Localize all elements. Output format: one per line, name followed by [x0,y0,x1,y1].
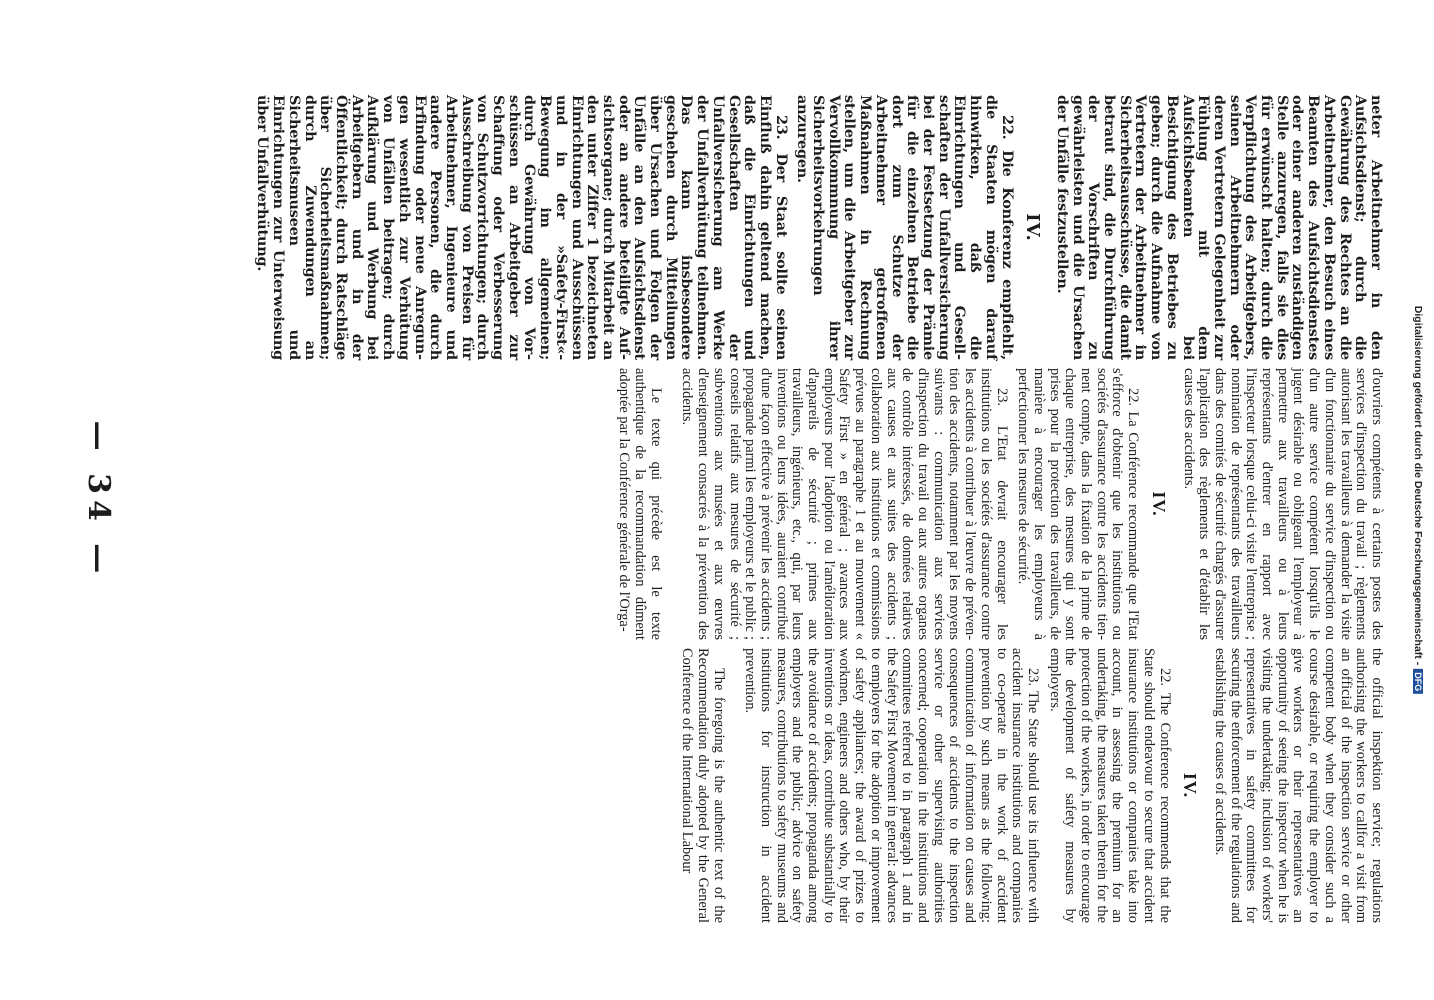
german-paragraph-23: 23. Der Staat sollte seinen Einfluß dahin geltend machen, daß die Einrichtungen und Gesellschaften der Unfallversicherung am Werke der Unfallverhütung teilnehmen. Das kann insbesondere geschehen durch Mitteilungen über Ursachen und Folgen der Unfälle an den Aufsichtsdienst oder an andere beteiligte Aufsichtsorgane; durch Mitarbeit an den unter Ziffer 1 bezeichneten Einrichtungen und Ausschüssen und in der »Safety-First«-Bewegung im allgemeinen; durch Gewährung von Vorschüssen an Arbeitgeber zur Schaffung oder Verbesserung von Schutzvorrichtungen; durch Ausschreibung von Preisen für Arbeitnehmer, Ingenieure und andere Personen, die durch Erfindung oder neue Anregungen wesentlich zur Verhütung von Unfällen beitragen; durch Aufklärung und Werbung bei Arbeitgebern und in der Öffentlichkeit; durch Ratschläge über Sicherheitsmaßnahmen; durch Zuwendungen an Sicherheitsmuseen und Einrichtungen zur Unterweisung über Unfallverhütung. [254,95,790,360]
french-intro-paragraph: d'ouvriers compétents à certains postes des services d'inspection du travail ; règlements autorisant les travailleurs à demander la visite d'un fonctionnaire du service d'inspection ou d'un autre service compétent lorsqu'ils le jugent désirable ou obligeant l'employeur à permettre aux travailleurs ou à leurs représentants d'entrer en rapport avec l'inspecteur lorsque celui-ci visite l'entreprise ; nomination de représentants des travailleurs dans des comités de sécurité chargés d'assurer l'application des règlements et d'établir les causes des accidents. [1180,368,1385,640]
german-paragraph-22: 22. Die Konferenz empfiehlt, die Staaten mögen darauf hinwirken, daß die Einrichtungen und Gesellschaften der Unfallversicherung bei der Festsetzung der Prämie für die einzelnen Betriebe die dort zum Schutze der Arbeitnehmer getroffenen Maßnahmen in Rechnung stellen, um die Arbeitgeber zur Vervollkommnung ihrer Sicherheitsvorkehrungen anzuregen. [794,95,1016,360]
english-intro-paragraph: the official inspektion service; regulations authorising the workers to callfor a visit from an official of the inspection service or other competent body when they consider such a course desirable, or requiring the employer to give workers or their representatives an opportunity of seeing the inspector when he is visiting the undertaking; inclusion of workers' representatives in safety committees for securing the enforcement of the regulations and establishing the causes of accidents. [1211,648,1385,923]
french-closing-paragraph: Le texte qui précède est le texte authentique de la recommandation dûment adoptée par la Conférence générale de l'Orga- [616,368,664,640]
german-intro-paragraph: neter Arbeitnehmer in den Aufsichtsdienst; durch die Gewährung des Rechtes an die Arbeitnehmer, den Besuch eines Beamten des Aufsichtsdienstes oder einer anderen zuständigen Stelle anzuregen, falls sie dies für erwünscht halten; durch die Verpflichtung des Arbeitgebers, seinen Arbeitnehmern oder deren Vertretern Gelegenheit zur Fühlung mit dem Aufsichtsbeamten bei Besichtigung des Betriebes zu geben; durch die Aufnahme von Vertretern der Arbeitnehmer in Sicherheitsausschüsse, die damit betraut sind, die Durchführung der Vorschriften zu gewährleisten und die Ursachen der Unfälle festzustellen. [1053,95,1385,360]
english-paragraph-23: 23. The State should use its influence with accident insurance institutions and companies to co-operate in the work of accident prevention by such means as the following: communication of information on causes and consequences of accidents to the inspection service or other supervising authorities concerned; cooperation in the institutions and committees referred to in paragraph 1 and in the Safety First Movement in general: advances to employers for the adoption or improvement of safety appliances; the award of prizes to workmen, engineers and others who, by their inventions or ideas, contribute substantially to the avoidance of accidents; propaganda among employers and the public; advice on safety measures, contributions to safety museums and institutions for instruction in accident prevention. [742,648,1041,923]
english-section-heading: IV. [1180,772,1201,799]
french-section-heading: IV. [1148,491,1169,517]
french-paragraph-22: 22. La Conférence recommande que l'Etat s'efforce d'obtenir que les institutions ou sociétés d'assurance contre les accidents tiennent compte, dans la fixation de la prime de chaque entreprise, des mesures qui y sont prises pour la protection des travailleurs, de manière à encourager les employeurs à perfectionner les mesures de sécurité. [1015,368,1142,640]
dfg-logo: DFG [1413,669,1423,694]
english-closing-paragraph: The foregoing is the authentic text of the Recommendation duly adopted by the General Conference of the International Labour [679,648,727,923]
english-paragraph-22: 22. The Conference recommends that the State should endeavour to secure that accident insurance institutions or companies take into account, in assessing the premium for an undertaking, the measures taken therein for the protection of the workers, in order to encourage the development of safety measures by employers. [1046,648,1173,923]
digitization-credit [1412,306,1424,694]
german-column [130,95,1384,360]
english-column [130,648,1384,923]
french-column [130,368,1384,640]
credit-text: Digitalisierung gefördert durch die Deutsche Forschungsgemeinschaft - [1412,305,1424,666]
page-number: — 34 — [81,420,116,580]
french-paragraph-23: 23. L'Etat devrait encourager les institutions ou les sociétés d'assurance contre les accidents à contribuer à l'œuvre de prévention des accidents, notamment par les moyens suivants : communication aux services d'inspection du travail ou aux autres organes de contrôle intéressés, de données relatives aux causes et aux suites des accidents ; collaboration aux institutions et commissions prévues au paragraphe 1 et au mouvement « Safety First » en général ; avances aux employeurs pour l'adoption ou l'amélioration d'appareils de sécurité ; primes aux travailleurs, ingénieurs, etc., qui, par leurs inventions ou leurs idées, auraient contribué d'une façon effective à prévenir les accidents ; propagande parmi les employeurs et le public ; conseils relatifs aux mesures de sécurité ; subventions aux musées et aux œuvres d'enseignement consacrés à la prévention des accidents. [679,368,1010,640]
german-section-heading: IV. [1022,213,1044,242]
